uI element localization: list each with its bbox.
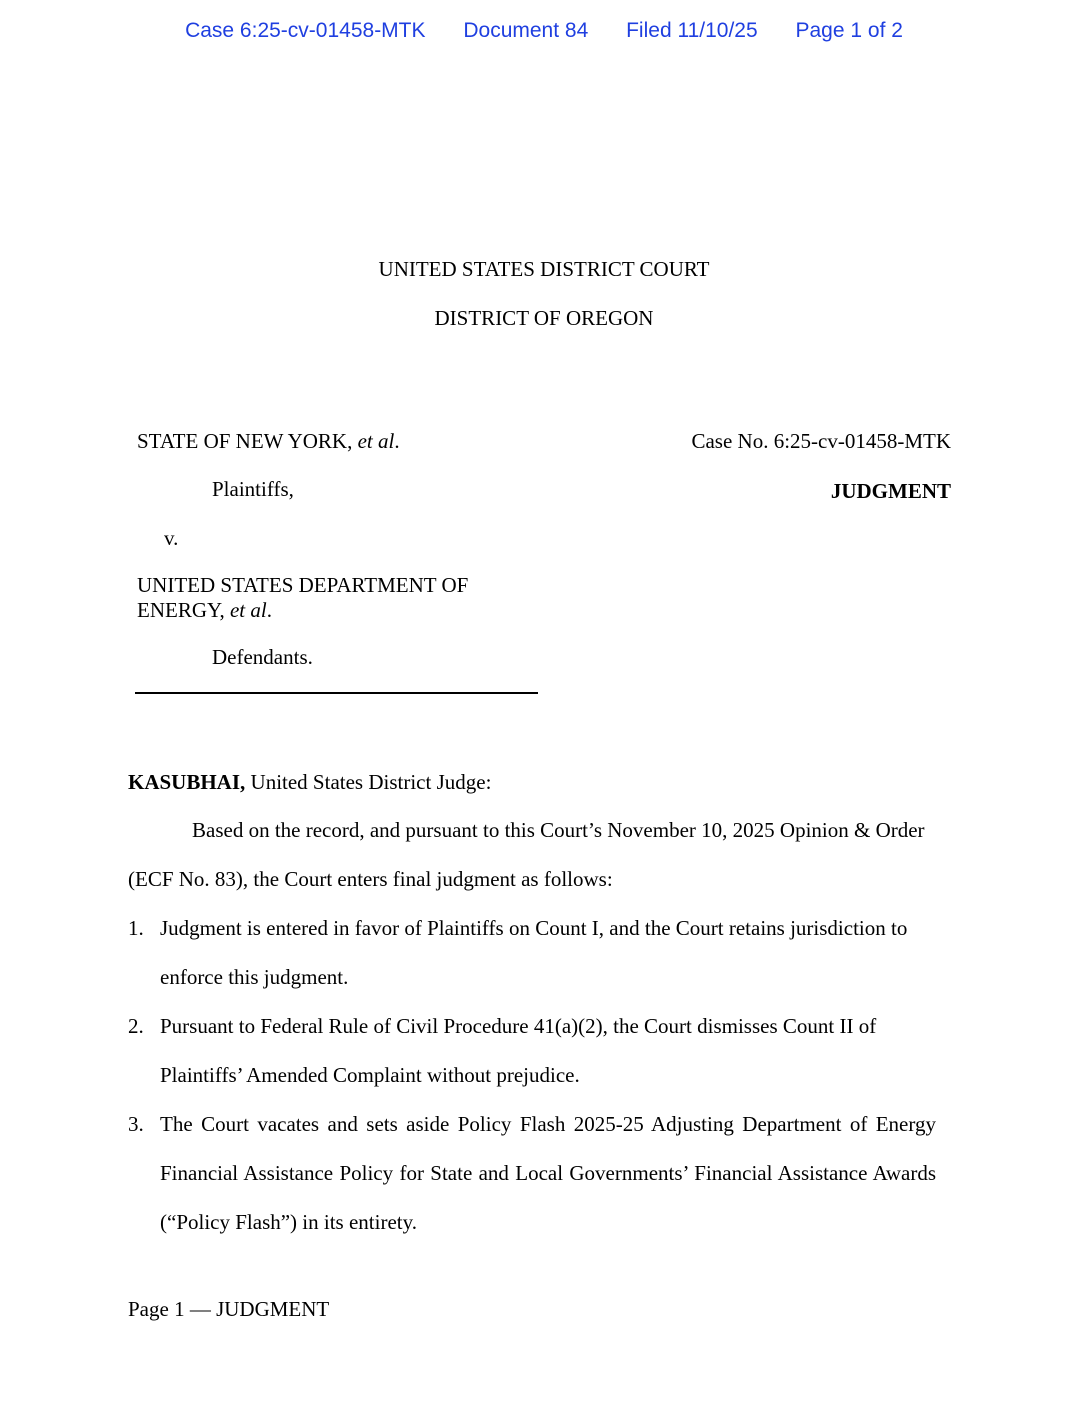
document-title: JUDGMENT xyxy=(830,479,951,503)
plaintiff-et-al: et al xyxy=(357,429,395,453)
defendant-name-line1: UNITED STATES DEPARTMENT OF xyxy=(137,573,469,597)
defendant-text: ENERGY, xyxy=(137,598,230,622)
defendant-et-al: et al xyxy=(229,598,267,622)
judge-title: United States District Judge: xyxy=(245,770,492,794)
list-item-line-2: enforce this judgment. xyxy=(160,965,349,989)
list-item-line-2: Plaintiffs’ Amended Complaint without prejudice. xyxy=(160,1063,580,1087)
page-footer: Page 1 — JUDGMENT xyxy=(128,1297,330,1321)
list-item-line-1: The Court vacates and sets aside Policy Flash 2025-25 Adjusting Department of Energy xyxy=(160,1112,936,1136)
stamp-case-number: Case 6:25-cv-01458-MTK xyxy=(185,19,426,42)
plaintiff-text: STATE OF NEW YORK, xyxy=(137,429,358,453)
list-item-line-1: Judgment is entered in favor of Plaintiffs on Count I, and the Court retains jurisdiction to xyxy=(160,916,908,940)
list-item-line-3: (“Policy Flash”) in its entirety. xyxy=(160,1210,418,1234)
list-item-line-1: Pursuant to Federal Rule of Civil Procedure 41(a)(2), the Court dismisses Count II of xyxy=(160,1014,877,1038)
judge-name: KASUBHAI, xyxy=(128,770,246,794)
stamp-page-count: Page 1 of 2 xyxy=(795,19,903,42)
list-item-number: 1. xyxy=(128,916,144,940)
intro-paragraph xyxy=(128,806,948,904)
stamp-document-number: Document 84 xyxy=(463,19,589,42)
court-name: UNITED STATES DISTRICT COURT xyxy=(378,257,710,281)
list-item-number: 3. xyxy=(128,1112,144,1136)
intro-line-1: Based on the record, and pursuant to this Court’s November 10, 2025 Opinion & Order xyxy=(192,818,925,842)
caption-divider xyxy=(135,692,538,694)
defendant-name-line2 xyxy=(137,598,272,623)
versus: v. xyxy=(164,526,179,550)
judge-line xyxy=(128,770,491,795)
plaintiff-name xyxy=(137,429,400,454)
plaintiff-role: Plaintiffs, xyxy=(212,477,294,501)
case-number: Case No. 6:25-cv-01458-MTK xyxy=(691,429,951,453)
list-item xyxy=(128,1002,936,1100)
stamp-filed-date: Filed 11/10/25 xyxy=(626,19,758,42)
plaintiff-period: . xyxy=(394,429,400,453)
court-district: DISTRICT OF OREGON xyxy=(434,306,654,330)
list-item xyxy=(128,904,936,1002)
list-item-line-2: Financial Assistance Policy for State and Local Governments’ Financial Assistance Awards xyxy=(160,1161,936,1185)
ecf-header-stamp xyxy=(0,19,1088,43)
defendant-role: Defendants. xyxy=(212,645,313,669)
intro-line-2: (ECF No. 83), the Court enters final judgment as follows: xyxy=(128,867,613,891)
list-item xyxy=(128,1100,936,1247)
defendant-period: . xyxy=(266,598,272,622)
list-item-number: 2. xyxy=(128,1014,144,1038)
